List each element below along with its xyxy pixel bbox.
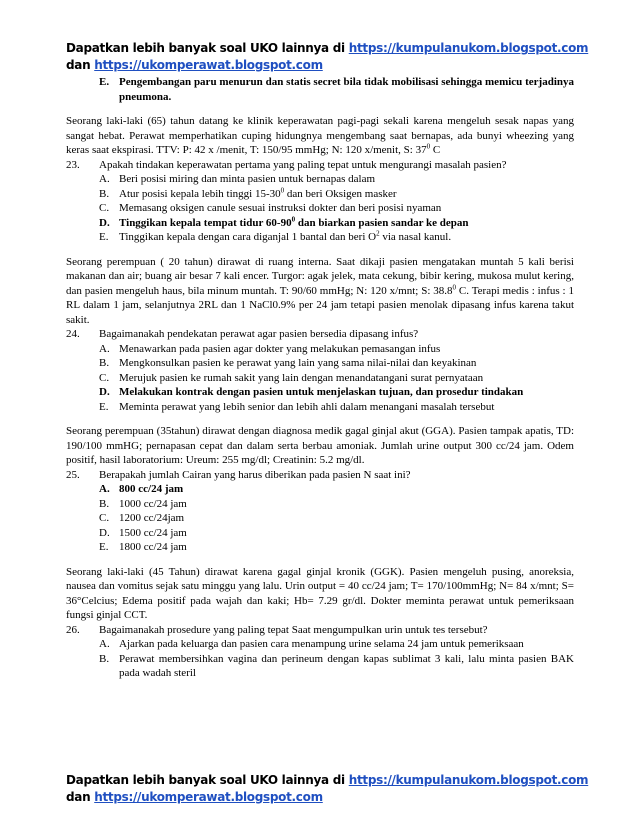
q25-option-a-answer: A. 800 cc/24 jam bbox=[99, 483, 184, 495]
question-26 bbox=[66, 623, 574, 638]
q25-option-c: C. 1200 cc/24jam bbox=[99, 512, 185, 524]
q25-option-d: D. 1500 cc/24 jam bbox=[99, 526, 187, 539]
case-paragraph-1: Seorang laki-laki (65) tahun datang ke klinik keperawatan pagi-pagi sekali karena mengeluh sesak napas yang sangat hebat. Perawat memperhatikan cuping hidungnya mengembang saat bernapas, ada bunyi wheezing yang keras saat ekspirasi. TTV: P: 42 x /menit, T: 150/95 mmHg; N: 120 x/menit, S: $37^0$ C bbox=[66, 115, 574, 156]
q24-option-a: A. Menawarkan pada pasien agar dokter yang melakukan pemasangan infus bbox=[99, 342, 441, 355]
q23-option-e: E. Tinggikan kepala dengan cara diganjal 1 bantal dan beri $O^2$ via nasal kanul. bbox=[99, 229, 452, 243]
case-paragraph-3: Seorang perempuan (35tahun) dirawat dengan diagnosa medik gagal ginjal akut (GGA). Pasien tampak apatis, TD: 190/100 mmHG; pernapasan cepat dan dalam serta berbau amoniak. Jumlah urine output 300 cc/24 jam. Odem positif, hasil laboratorium: Ureum: 255 mg/dl; Creatinin: 5.2 mg/dl. bbox=[66, 425, 574, 466]
header-prefix: Dapatkan lebih banyak soal UKO lainnya di bbox=[66, 41, 349, 55]
question-number: 26. bbox=[66, 623, 80, 636]
footer-link-ukomperawat[interactable]: https://ukomperawat.blogspot.com bbox=[94, 790, 323, 804]
q23-option-b: B. Atur posisi kepala lebih tinggi $15-30^0$ dan beri Oksigen masker bbox=[99, 185, 397, 200]
q23-option-d-answer: D. Tinggikan kepala tempat tidur $60-90^0$ dan biarkan pasien sandar ke depan bbox=[99, 214, 469, 229]
q24-option-d-answer: D. Melakukan kontrak dengan pasien untuk menjelaskan tujuan, dan prosedur tindakan bbox=[99, 386, 524, 398]
option-text: Pengembangan paru menurun dan statis secret bila tidak mobilisasi sehingga memicu terjadinya pneumona. bbox=[119, 76, 574, 103]
question-number: 24. bbox=[66, 328, 80, 340]
case-paragraph-2: Seorang perempuan ( 20 tahun) dirawat di ruang interna. Saat dikaji pasien mengatakan muntah 5 kali berisi makanan dan air; buang air besar 7 kali encer. Turgor: agak jelek, mata cekung, bibir kering, mukosa mulut kering, dan pasien mengeluh haus, bila minum muntah. T: 90/60 mmHg; N: 120 x/mnt; S: 38.8$^0$ C. Terapi medis : infus : 1 RL dalam 1 jam, selanjutnya 2RL dan 1 NaCl0.9% per 24 jam tetapi pasien menolak dipasang infus karena takut sakit. bbox=[66, 255, 574, 326]
q23-option-c: C. Memasang oksigen canule sesuai instruksi dokter dan beri posisi nyaman bbox=[99, 202, 442, 214]
prev-option-e bbox=[99, 75, 574, 104]
question-24 bbox=[66, 327, 574, 342]
page-header bbox=[66, 40, 626, 74]
footer-middle: dan bbox=[66, 790, 95, 804]
footer-prefix: Dapatkan lebih banyak soal UKO lainnya di bbox=[66, 773, 349, 787]
q24-option-e: E. Meminta perawat yang lebih senior dan lebih ahli dalam menangani masalah tersebut bbox=[99, 400, 495, 413]
question-23 bbox=[66, 158, 574, 173]
q24-option-c: C. Merujuk pasien ke rumah sakit yang lain dengan menandatangani surat pernyataan bbox=[99, 371, 484, 384]
q23-option-a: A. Beri posisi miring dan minta pasien untuk bernapas dalam bbox=[99, 173, 376, 185]
question-25 bbox=[66, 468, 574, 483]
q26-option-a: A. Ajarkan pada keluarga dan pasien cara menampung urine selama 24 jam untuk pemeriksaan bbox=[99, 638, 524, 650]
option-letter: E. bbox=[99, 76, 110, 88]
question-number: 25. bbox=[66, 468, 80, 481]
document-body bbox=[66, 75, 574, 681]
question-text: Berapakah jumlah Cairan yang harus diberikan pada pasien N saat ini? bbox=[99, 468, 411, 481]
question-text: Apakah tindakan keperawatan pertama yang paling tepat untuk mengurangi masalah pasien? bbox=[99, 158, 507, 171]
page-footer bbox=[66, 772, 626, 806]
header-link-ukomperawat[interactable]: https://ukomperawat.blogspot.com bbox=[94, 58, 323, 72]
question-text: Bagaimanakah pendekatan perawat agar pasien bersedia dipasang infus? bbox=[99, 328, 419, 340]
question-number: 23. bbox=[66, 158, 80, 171]
footer-link-kumpulanukom[interactable]: https://kumpulanukom.blogspot.com bbox=[348, 773, 589, 787]
q25-option-e: E. 1800 cc/24 jam bbox=[99, 541, 187, 553]
q25-option-b: B. 1000 cc/24 jam bbox=[99, 497, 187, 510]
q24-option-b: B. Mengkonsulkan pasien ke perawat yang lain yang sama nilai-nilai dan keyakinan bbox=[99, 357, 477, 369]
header-middle: dan bbox=[66, 58, 95, 72]
case-paragraph-4: Seorang laki-laki (45 Tahun) dirawat karena gagal ginjal kronik (GGK). Pasien mengeluh pusing, anoreksia, nausea dan vomitus sejak satu minggu yang lalu. Urin output = 40 cc/24 jam; T= 170/100mmHg; N= 84 x/mnt; S= 36°Celcius; Edema positif pada wajah dan kaki; Hb= 7.29 gr/dl. Dokter meminta perawat untuk pemeriksaan fungsi ginjal CCT. bbox=[66, 565, 574, 621]
q26-option-b: B. Perawat membersihkan vagina dan perineum dengan kapas sublimat 3 kali, lalu minta pasien BAK pada wadah steril bbox=[99, 652, 574, 679]
question-text: Bagaimanakah prosedure yang paling tepat Saat mengumpulkan urin untuk tes tersebut? bbox=[99, 623, 488, 636]
header-link-kumpulanukom[interactable]: https://kumpulanukom.blogspot.com bbox=[348, 41, 589, 55]
